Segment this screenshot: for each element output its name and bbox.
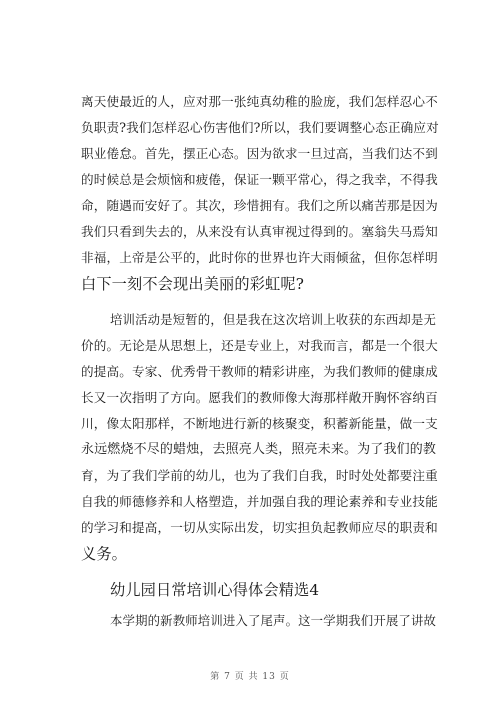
text-line: 川，像太阳那样，不断地进行新的核聚变，积蓄新能量，做一支 [81, 416, 438, 431]
text-line: 非福，上帝是公平的，此时你的世界也许大雨倾盆，但你怎样明 [81, 250, 438, 265]
text-line: 价的。无论是从思想上，还是专业上，对我而言，都是一个很大 [81, 338, 438, 353]
text-line: 自我的师德修养和人格塑造，并加强自我的理论素养和专业技能 [81, 494, 438, 509]
text-line: 的时候总是会烦恼和疲倦，保证一颗平常心，得之我幸，不得我 [81, 172, 438, 187]
text-line: 永远燃烧不尽的蜡烛，去照亮人类，照亮未来。为了我们的教 [81, 442, 437, 457]
section-heading: 幼儿园日常培训心得体会精选4 [110, 581, 320, 599]
text-line: 义务。 [81, 545, 128, 563]
text-line: 培训活动是短暂的，但是我在这次培训上收获的东西却是无 [110, 312, 437, 327]
text-line: 职业倦怠。首先，摆正心态。因为欲求一旦过高，当我们达不到 [81, 146, 438, 161]
text-line: 负职责?我们怎样忍心伤害他们?所以，我们要调整心态正确应对 [81, 120, 439, 135]
text-line: 白下一刻不会现出美丽的彩虹呢? [81, 275, 305, 293]
text-line: 离天使最近的人，应对那一张纯真幼稚的脸庞，我们怎样忍心不 [81, 94, 438, 109]
text-line: 本学期的新教师培训进入了尾声。这一学期我们开展了讲故 [110, 613, 437, 628]
text-line: 长又一次指明了方向。愿我们的教师像大海那样敞开胸怀容纳百 [81, 390, 438, 405]
text-line: 我们只看到失去的，从来没有认真审视过得到的。塞翁失马焉知 [81, 224, 438, 239]
text-line: 命，随遇而安好了。其次，珍惜拥有。我们之所以痛苦那是因为 [81, 198, 438, 213]
text-line: 育，为了我们学前的幼儿，也为了我们自我，时时处处都要注重 [81, 468, 438, 483]
page-number-footer: 第 7 页 共 13 页 [210, 672, 290, 682]
text-line: 的提高。专家、优秀骨干教师的精彩讲座，为我们教师的健康成 [81, 364, 438, 379]
text-line: 的学习和提高，一切从实际出发，切实担负起教师应尽的职责和 [81, 520, 438, 535]
